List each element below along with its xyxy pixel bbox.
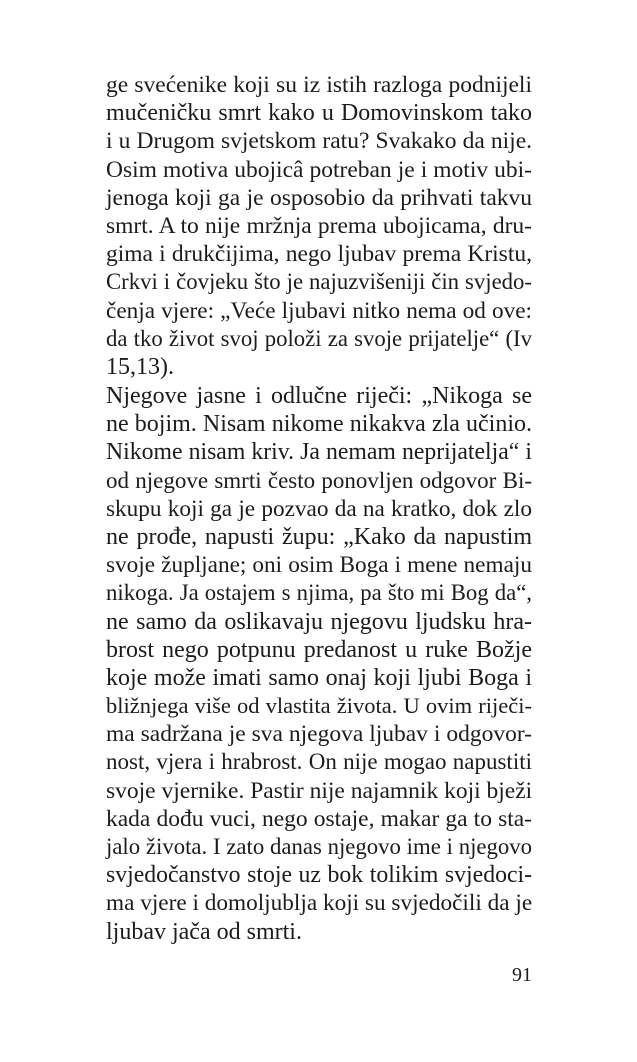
text-line: kada dođu vuci, nego ostaje, makar ga to sta- xyxy=(106,805,532,832)
text-line: ne prođe, napusti župu: „Kako da napustim xyxy=(106,523,532,550)
text-line: nikoga. Ja ostajem s njima, pa što mi Bog da“, xyxy=(106,580,532,606)
text-line: ljubav jača od smrti. xyxy=(106,918,302,945)
text-line: nost, vjera i hrabrost. On nije mogao napustiti xyxy=(106,749,532,775)
text-line: 15,13). xyxy=(106,353,174,380)
paragraph-1 xyxy=(106,71,532,381)
text-line: svjedočanstvo stoje uz bok tolikim svjedoci- xyxy=(106,862,532,889)
text-line: jenoga koji ga je osposobio da prihvati takvu xyxy=(106,184,532,211)
text-line: ne samo da oslikavaju njegovu ljudsku hra- xyxy=(106,608,532,635)
text-line: čenja vjere: „Veće ljubavi nitko nema od ove: xyxy=(106,297,532,324)
text-line: Crkvi i čovjeku što je najuzvišeniji čin svjedo- xyxy=(106,269,532,295)
text-line: od njegove smrti često ponovljen odgovor Bi- xyxy=(106,467,532,493)
text-line: ge svećenike koji su iz istih razloga podnijeli xyxy=(106,72,532,98)
text-line: mučeničku smrt kako u Domovinskom tako xyxy=(106,100,532,127)
text-line: svoje župljane; oni osim Boga i mene nemaju xyxy=(106,552,532,579)
text-line: i u Drugom svjetskom ratu? Svakako da nije. xyxy=(106,128,532,155)
paragraph-2 xyxy=(106,382,532,946)
text-line: bližnjega više od vlastita života. U ovim riječi- xyxy=(106,693,532,719)
page-number: 91 xyxy=(512,964,532,986)
text-line: jalo života. I zato danas njegovo ime i njegovo xyxy=(106,834,532,859)
text-line: skupu koji ga je pozvao da na kratko, dok zlo xyxy=(106,495,532,522)
text-line: brost nego potpunu predanost u ruke Božje xyxy=(106,636,532,663)
text-line: ma sadržana je sva njegova ljubav i odgovor- xyxy=(106,721,532,748)
text-line: ne bojim. Nisam nikome nikakva zla učinio. xyxy=(106,411,532,438)
text-line: koje može imati samo onaj koji ljubi Boga i xyxy=(106,664,532,691)
text-line: smrt. A to nije mržnja prema ubojicama, dru- xyxy=(106,212,532,239)
text-line: Nikome nisam kriv. Ja nemam neprijatelja“ i xyxy=(106,439,532,466)
text-line: ma vjere i domoljublja koji su svjedočili da je xyxy=(106,890,533,917)
text-line: gima i drukčijima, nego ljubav prema Kristu, xyxy=(106,241,532,268)
text-line: da tko život svoj položi za svoje prijatelje“ (Iv xyxy=(106,325,532,351)
text-line: svoje vjernike. Pastir nije najamnik koji bježi xyxy=(106,777,533,804)
text-line: Njegove jasne i odlučne riječi: „Nikoga se xyxy=(106,383,532,409)
text-line: Osim motiva ubojicâ potreban je i motiv ubi- xyxy=(106,156,532,183)
